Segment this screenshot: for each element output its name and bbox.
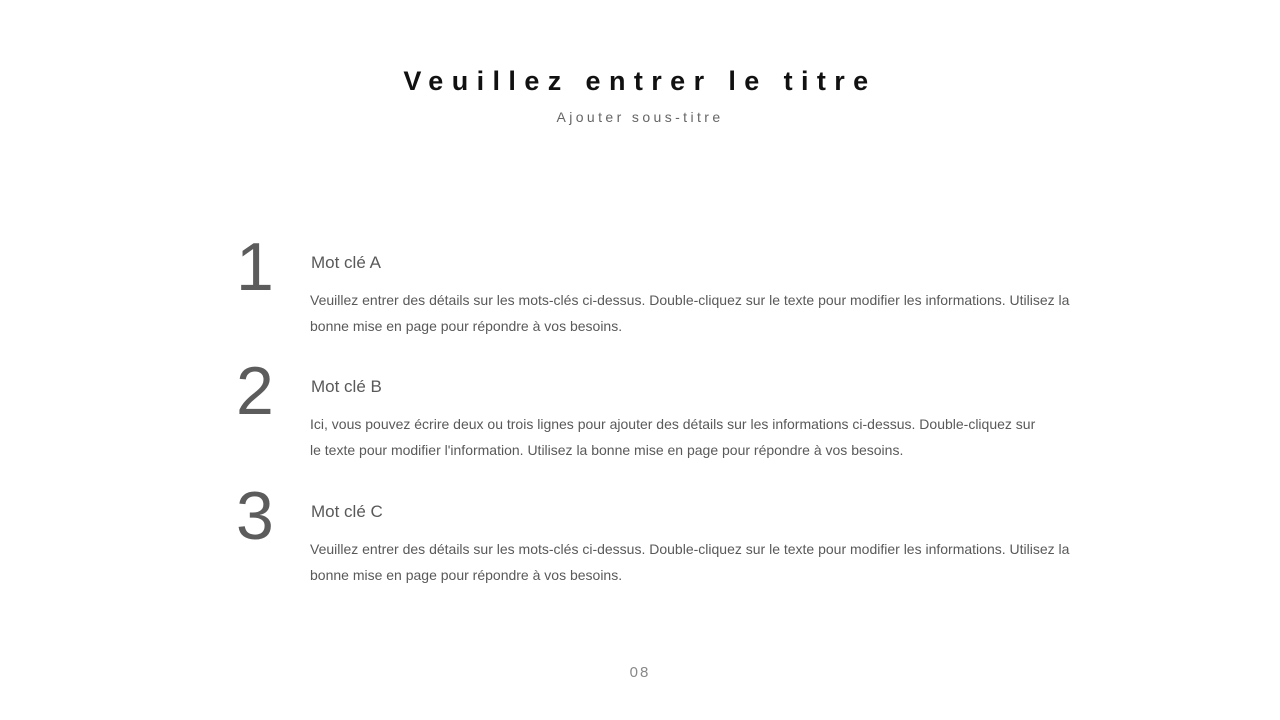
list-item: [236, 478, 1070, 610]
list-item: [236, 229, 1070, 361]
item-body[interactable]: Ici, vous pouvez écrire deux ou trois lignes pour ajouter des détails sur les informations ci-dessus. Double-cliquez sur le texte pour modifier l'information. Utilisez la bonne mise en page pour répondre à vos besoins.: [310, 416, 1036, 458]
item-body[interactable]: Veuillez entrer des détails sur les mots-clés ci-dessus. Double-cliquez sur le texte pour modifier les informations. Utilisez la bonne mise en page pour répondre à vos besoins.: [310, 292, 1070, 334]
item-number: 2: [236, 353, 274, 429]
slide-title[interactable]: Veuillez entrer le titre: [403, 66, 877, 96]
item-number: 3: [236, 478, 274, 554]
item-heading[interactable]: Mot clé C: [311, 502, 383, 521]
list-item: [236, 353, 1056, 485]
slide-subtitle[interactable]: Ajouter sous-titre: [556, 109, 724, 125]
page-number: 08: [629, 664, 651, 681]
item-body[interactable]: Veuillez entrer des détails sur les mots-clés ci-dessus. Double-cliquez sur le texte pour modifier les informations. Utilisez la bonne mise en page pour répondre à vos besoins.: [310, 541, 1070, 583]
item-heading[interactable]: Mot clé A: [311, 253, 381, 272]
item-heading[interactable]: Mot clé B: [311, 377, 382, 396]
item-number: 1: [236, 229, 274, 305]
